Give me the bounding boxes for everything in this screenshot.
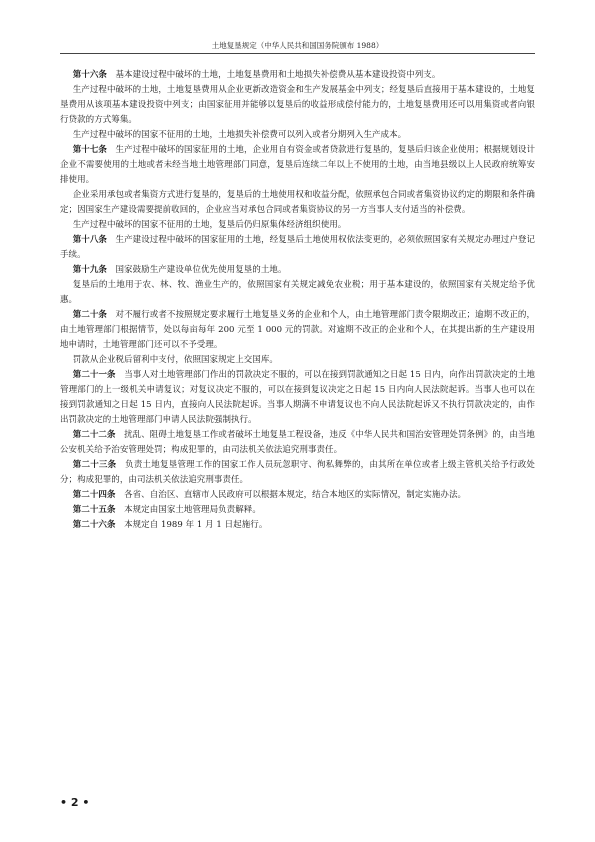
header-rule: [60, 53, 535, 54]
paragraph-text: 本规定由国家土地管理局负责解释。: [115, 505, 261, 515]
article-number: 第二十二条: [72, 430, 116, 440]
paragraph: [60, 428, 535, 458]
running-header: 土地复垦规定（中华人民共和国国务院颁布 1988）: [211, 41, 384, 50]
paragraph-text: 负责土地复垦管理工作的国家工作人员玩忽职守、徇私舞弊的，由其所在单位或者上级主管机关给予行政处分；构成犯罪的，由司法机关依法追究刑事责任。: [60, 460, 535, 485]
article-number: 第二十四条: [72, 490, 116, 500]
paragraph-text: 企业采用承包或者集资方式进行复垦的，复垦后的土地使用权和收益分配，依照承包合同或者集资协议约定的期限和条件确定；因国家生产建设需要提前收回的，企业应当对承包合同或者集资协议的另一方当事人支付适当的补偿费。: [60, 190, 535, 215]
paragraph: [60, 308, 535, 353]
page-number: • 2 •: [60, 796, 90, 809]
document-body: [60, 68, 535, 533]
paragraph: [60, 128, 535, 143]
paragraph-text: 生产建设过程中破坏的国家征用的土地，经复垦后土地使用权依法变更的，必须依照国家有关规定办理过户登记手续。: [60, 235, 535, 260]
paragraph: [60, 458, 535, 488]
paragraph-text: 生产过程中破坏的国家不征用的土地，土地损失补偿费可以列入或者分期列入生产成本。: [72, 130, 407, 140]
paragraph: [60, 518, 535, 533]
paragraph-text: 对不履行或者不按照规定要求履行土地复垦义务的企业和个人，由土地管理部门责令限期改正；逾期不改正的，由土地管理部门根据情节，处以每亩每年 200 元至 1 000 元的罚款。对逾期不改正的企业和个人，在其提出新的生产建设用地申请时，土地管理部门还可以不予受理。: [60, 310, 535, 350]
paragraph: [60, 263, 535, 278]
paragraph-text: 生产过程中破坏的土地，土地复垦费用从企业更新改造资金和生产发展基金中列支；经复垦后直接用于基本建设的，土地复垦费用从该项基本建设投资中列支；由国家征用并能够以复垦后的收益形成偿付能力的，土地复垦费用还可以用集资或者向银行贷款的方式筹集。: [60, 85, 535, 125]
paragraph-text: 当事人对土地管理部门作出的罚款决定不服的，可以在接到罚款通知之日起 15 日内，向作出罚款决定的土地管理部门的上一级机关申请复议；对复议决定不服的，可以在接到复议决定之日起 15 日内向人民法院起诉。当事人也可以在接到罚款通知之日起 15 日内，直接向人民法院起诉。当事人期满不申请复议也不向人民法院起诉又不执行罚款决定的，由作出罚款决定的土地管理部门申请人民法院强制执行。: [60, 370, 535, 425]
paragraph-text: 基本建设过程中破坏的土地，土地复垦费用和土地损失补偿费从基本建设投资中列支。: [106, 70, 441, 80]
article-number: 第二十条: [72, 310, 107, 320]
article-number: 第十九条: [72, 265, 107, 275]
paragraph-text: 本规定自 1989 年 1 月 1 日起施行。: [115, 520, 268, 530]
paragraph: [60, 488, 535, 503]
paragraph: [60, 503, 535, 518]
paragraph: [60, 233, 535, 263]
paragraph: [60, 143, 535, 188]
article-number: 第二十三条: [72, 460, 117, 470]
paragraph-text: 生产过程中破坏的国家征用的土地，企业用自有资金或者贷款进行复垦的，复垦后归该企业使用；根据规划设计企业不需要使用的土地或者未经当地土地管理部门同意，复垦后连续二年以上不使用的土地，由当地县级以上人民政府统筹安排使用。: [60, 145, 535, 185]
article-number: 第十七条: [72, 145, 107, 155]
paragraph-text: 国家鼓励生产建设单位优先使用复垦的土地。: [106, 265, 287, 275]
paragraph: [60, 218, 535, 233]
article-number: 第二十五条: [72, 505, 116, 515]
paragraph-text: 扰乱、阻碍土地复垦工作或者破坏土地复垦工程设备，违反《中华人民共和国治安管理处罚条例》的，由当地公安机关给予治安管理处罚；构成犯罪的，由司法机关依法追究刑事责任。: [60, 430, 535, 455]
article-number: 第十八条: [72, 235, 107, 245]
article-number: 第十六条: [72, 70, 107, 80]
paragraph: [60, 278, 535, 308]
paragraph-text: 生产过程中破坏的国家不征用的土地，复垦后仍归原集体经济组织使用。: [72, 220, 347, 230]
paragraph: [60, 68, 535, 83]
paragraph: [60, 368, 535, 428]
paragraph: [60, 353, 535, 368]
article-number: 第二十一条: [72, 370, 116, 380]
paragraph: [60, 188, 535, 218]
paragraph-text: 各省、自治区、直辖市人民政府可以根据本规定，结合本地区的实际情况，制定实施办法。: [115, 490, 467, 500]
paragraph: [60, 83, 535, 128]
article-number: 第二十六条: [72, 520, 116, 530]
paragraph-text: 罚款从企业税后留利中支付，依照国家规定上交国库。: [72, 355, 278, 365]
paragraph-text: 复垦后的土地用于农、林、牧、渔业生产的，依照国家有关规定减免农业税；用于基本建设的，依照国家有关规定给予优惠。: [60, 280, 535, 305]
